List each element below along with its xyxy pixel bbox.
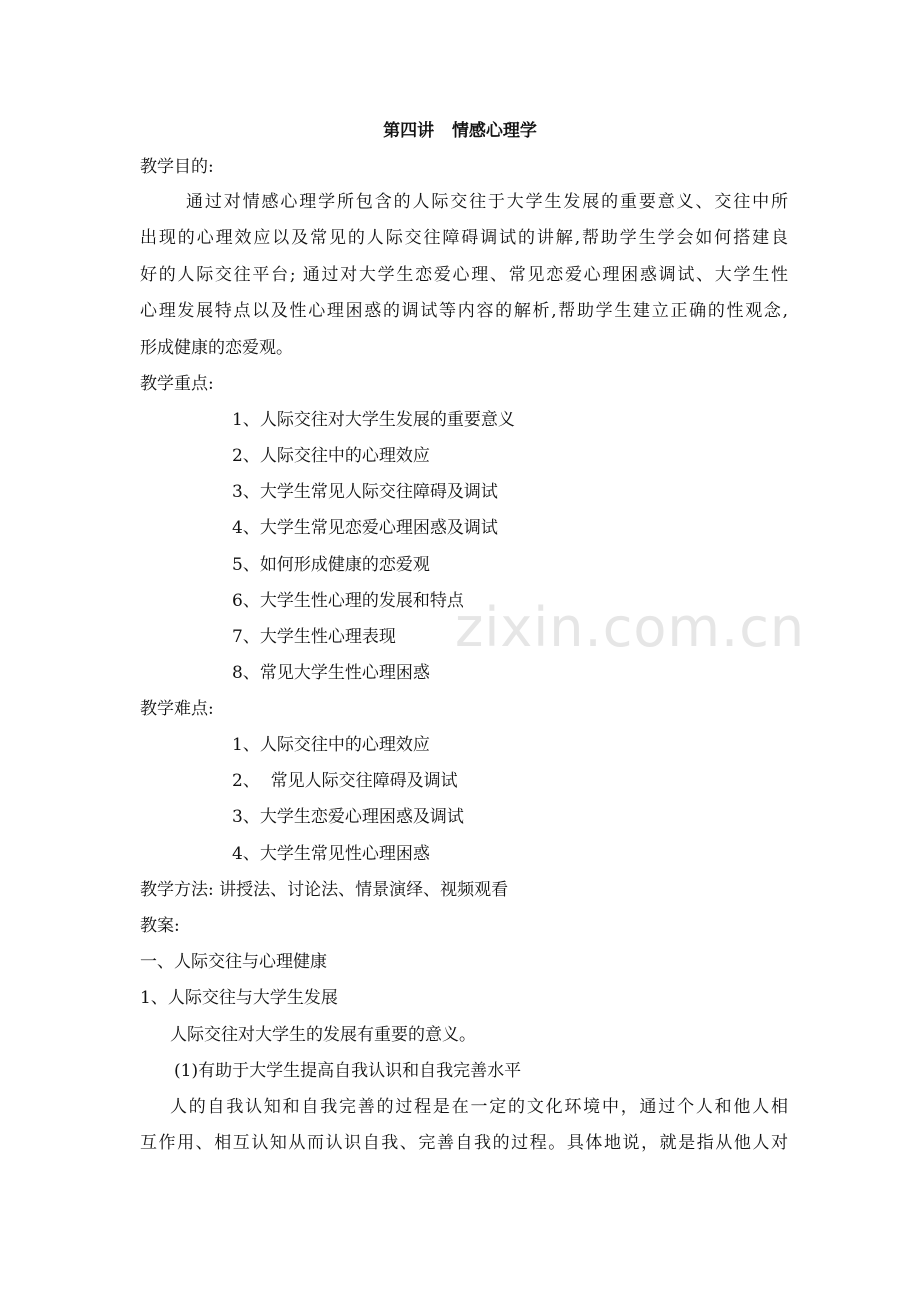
page-title: 第四讲 情感心理学 (383, 121, 537, 141)
lesson-plan-heading: 教案: (140, 916, 180, 936)
list-item: 4、大学生常见恋爱心理困惑及调试 (232, 518, 498, 538)
point-heading: (1)有助于大学生提高自我认识和自我完善水平 (174, 1061, 522, 1081)
objective-heading: 教学目的: (140, 157, 214, 177)
subsection-intro: 人际交往对大学生的发展有重要的意义。 (170, 1025, 476, 1045)
paragraph-line: 好的人际交往平台; 通过对大学生恋爱心理、常见恋爱心理困惑调试、大学生性 (140, 265, 788, 285)
subsection-heading: 1、人际交往与大学生发展 (140, 988, 338, 1008)
teaching-methods: 教学方法: 讲授法、讨论法、情景演绎、视频观看 (140, 880, 509, 900)
section-heading: 一、人际交往与心理健康 (140, 952, 327, 972)
list-item: 1、人际交往对大学生发展的重要意义 (232, 410, 515, 430)
list-item: 6、大学生性心理的发展和特点 (232, 591, 464, 611)
watermark: zixin.com.cn (455, 596, 806, 659)
list-item: 4、大学生常见性心理困惑 (232, 844, 430, 864)
list-item: 2、人际交往中的心理效应 (232, 446, 430, 466)
list-item: 1、人际交往中的心理效应 (232, 735, 430, 755)
list-item: 7、大学生性心理表现 (232, 627, 396, 647)
paragraph-line: 形成健康的恋爱观。 (140, 338, 293, 358)
list-item: 3、大学生恋爱心理困惑及调试 (232, 807, 464, 827)
difficulties-heading: 教学难点: (140, 699, 214, 719)
list-item: 3、大学生常见人际交往障碍及调试 (232, 482, 498, 502)
paragraph-line: 出现的心理效应以及常见的人际交往障碍调试的讲解,帮助学生学会如何搭建良 (140, 228, 788, 248)
list-item: 8、常见大学生性心理困惑 (232, 663, 430, 683)
paragraph-line: 互作用、相互认知从而认识自我、完善自我的过程。具体地说，就是指从他人对 (140, 1133, 788, 1153)
list-item: 5、如何形成健康的恋爱观 (232, 555, 430, 575)
key-points-heading: 教学重点: (140, 374, 214, 394)
paragraph-line: 人的自我认知和自我完善的过程是在一定的文化环境中，通过个人和他人相 (170, 1097, 788, 1117)
list-item: 2、 常见人际交往障碍及调试 (232, 771, 458, 791)
paragraph-line: 心理发展特点以及性心理困惑的调试等内容的解析,帮助学生建立正确的性观念, (140, 301, 788, 321)
paragraph-line: 通过对情感心理学所包含的人际交往于大学生发展的重要意义、交往中所 (186, 192, 788, 212)
